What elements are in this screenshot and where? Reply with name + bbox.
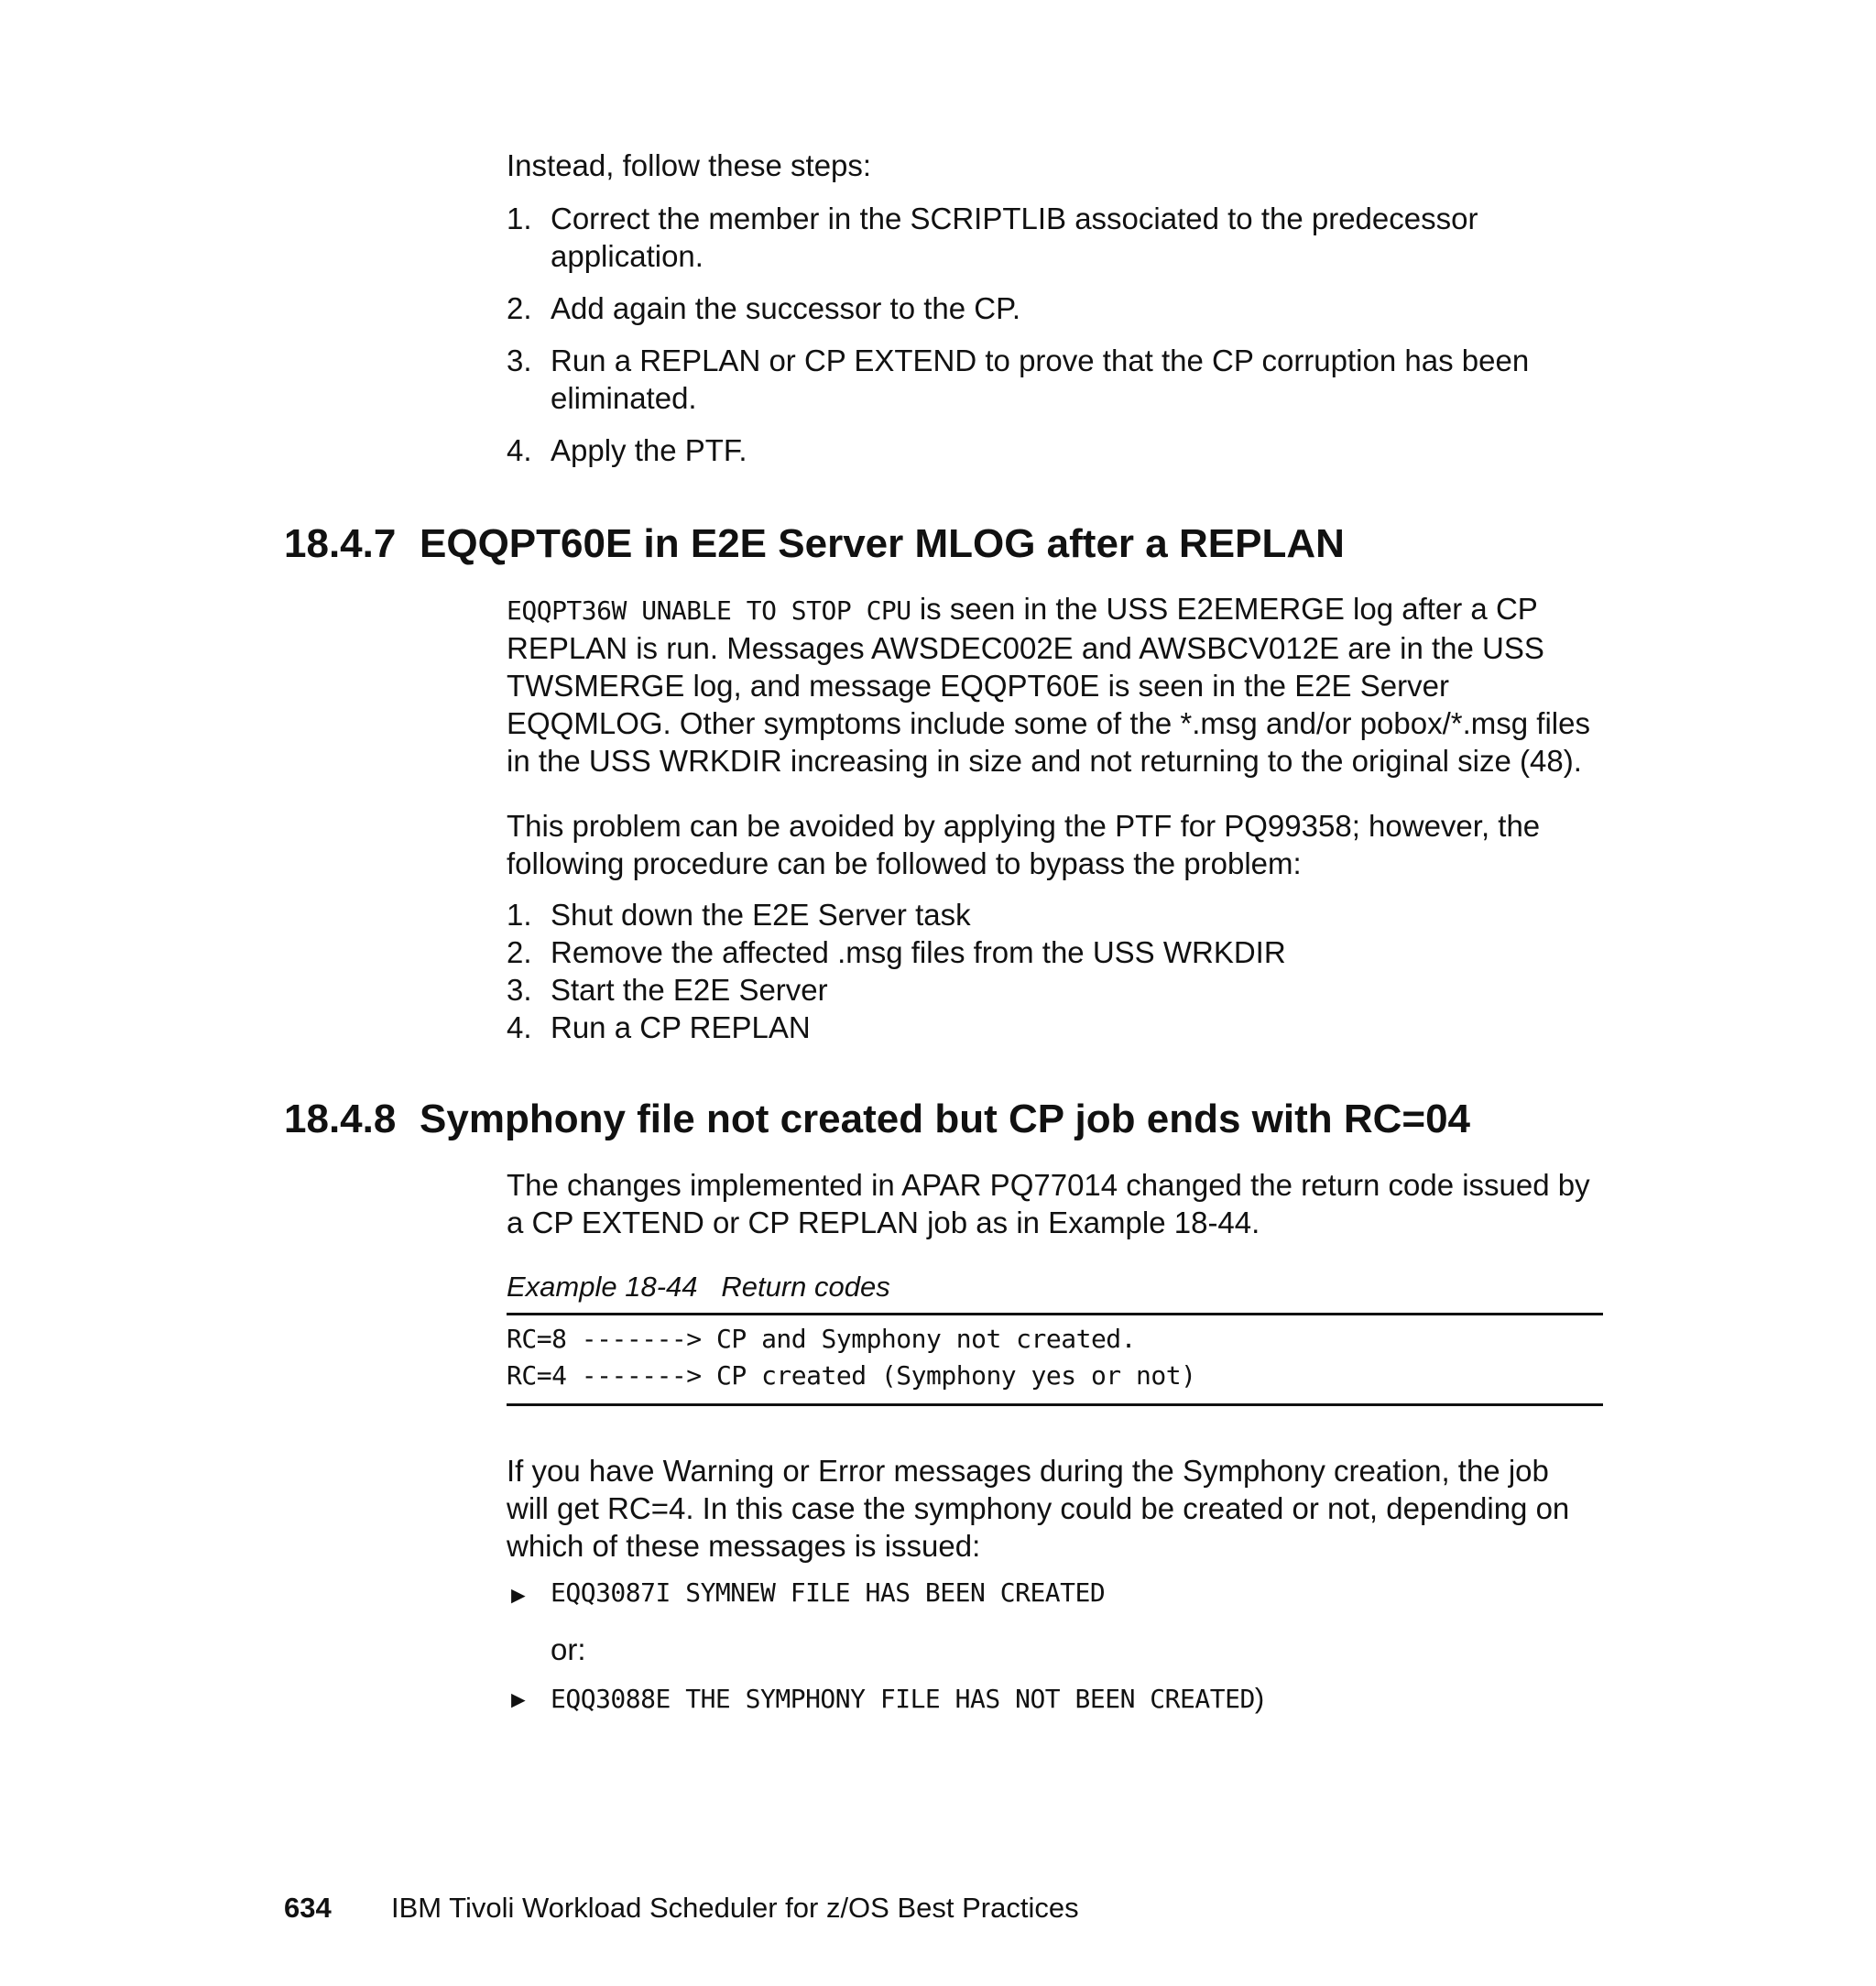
paragraph-text: REPLAN is run. Messages AWSDEC002E and AWSBCV012E are in the USS [507,631,1544,665]
section-1847-paragraph-1 [507,590,1606,780]
paragraph-text: a CP EXTEND or CP REPLAN job as in Example 18-44. [507,1206,1260,1239]
section-title: EQQPT60E in E2E Server MLOG after a REPLAN [420,521,1345,566]
list-item-text: application. [551,239,704,273]
intro-text: Instead, follow these steps: [507,148,872,182]
code-line: RC=8 -------> CP and Symphony not created. [507,1324,1137,1354]
section-number: 18.4.8 [284,1097,397,1141]
intro-block [507,147,1606,184]
list-item-text: Remove the affected .msg files from the USS WRKDIR [551,935,1286,969]
example-caption: Example 18-44 Return codes [507,1271,890,1303]
list-item-text: eliminated. [551,381,697,415]
code-example [507,1313,1603,1406]
list-item-text: Run a REPLAN or CP EXTEND to prove that the CP corruption has been [551,344,1530,377]
list-number: 3. [507,344,532,377]
list-number: 1. [507,202,532,235]
section-number: 18.4.7 [284,521,397,566]
list-item-text: Correct the member in the SCRIPTLIB associated to the predecessor [551,202,1478,235]
list-number: 2. [507,291,532,325]
message-code: EQQ3088E THE SYMPHONY FILE HAS NOT BEEN CREATED [551,1684,1255,1714]
list-item-text: Shut down the E2E Server task [551,898,971,932]
section-heading-18-4-7 [284,520,1345,568]
page-footer [284,1890,1079,1926]
paragraph-text: following procedure can be followed to bypass the problem: [507,846,1302,880]
list-item [507,896,1606,933]
example-caption-block [507,1269,1606,1305]
list-number: 1. [507,898,532,932]
or-text-block [551,1631,1650,1668]
paragraph-text: in the USS WRKDIR increasing in size and not returning to the original size (48). [507,744,1582,778]
closing-parenthesis: ) [1254,1682,1265,1714]
list-item [507,200,1606,275]
list-item [507,971,1606,1009]
paragraph-text: which of these messages is issued: [507,1529,981,1563]
bullet-triangle-icon: ► [507,1686,530,1713]
list-item [507,431,1606,469]
message-code: EQQ3087I SYMNEW FILE HAS BEEN CREATED [551,1577,1106,1608]
list-item-text: Run a CP REPLAN [551,1010,811,1044]
list-item-text: Add again the successor to the CP. [551,291,1021,325]
paragraph-text: is seen in the USS E2EMERGE log after a CP [911,592,1538,626]
paragraph-text: If you have Warning or Error messages during the Symphony creation, the job [507,1454,1549,1488]
steps-list-a [507,200,1606,469]
list-item [507,1009,1606,1046]
book-title: IBM Tivoli Workload Scheduler for z/OS Best Practices [391,1892,1079,1924]
list-item [507,289,1606,327]
paragraph-text: will get RC=4. In this case the symphony could be created or not, depending on [507,1491,1570,1525]
bullet-triangle-icon: ► [507,1581,530,1609]
paragraph-text: TWSMERGE log, and message EQQPT60E is seen in the E2E Server [507,669,1449,703]
bullet-item-1 [551,1577,1650,1608]
paragraph-text: The changes implemented in APAR PQ77014 changed the return code issued by [507,1168,1590,1202]
list-item-text: Apply the PTF. [551,433,747,467]
list-item [507,342,1606,417]
bullet-item-2 [551,1682,1650,1715]
or-text: or: [551,1632,586,1666]
message-code: EQQPT36W UNABLE TO STOP CPU [507,595,911,626]
list-item-text: Start the E2E Server [551,973,828,1007]
section-1848-paragraph-1 [507,1166,1606,1241]
code-line: RC=4 -------> CP created (Symphony yes or not) [507,1360,1196,1391]
paragraph-text: This problem can be avoided by applying the PTF for PQ99358; however, the [507,809,1541,843]
paragraph-text: EQQMLOG. Other symptoms include some of the *.msg and/or pobox/*.msg files [507,706,1590,740]
list-number: 2. [507,935,532,969]
list-number: 3. [507,973,532,1007]
list-number: 4. [507,1010,532,1044]
section-1847-steps [507,896,1606,1046]
section-1848-paragraph-2 [507,1452,1606,1565]
section-1847-paragraph-2 [507,807,1606,882]
list-item [507,933,1606,971]
section-title: Symphony file not created but CP job ends with RC=04 [420,1097,1471,1141]
section-heading-18-4-8 [284,1096,1470,1143]
list-number: 4. [507,433,532,467]
page-number: 634 [284,1892,332,1924]
